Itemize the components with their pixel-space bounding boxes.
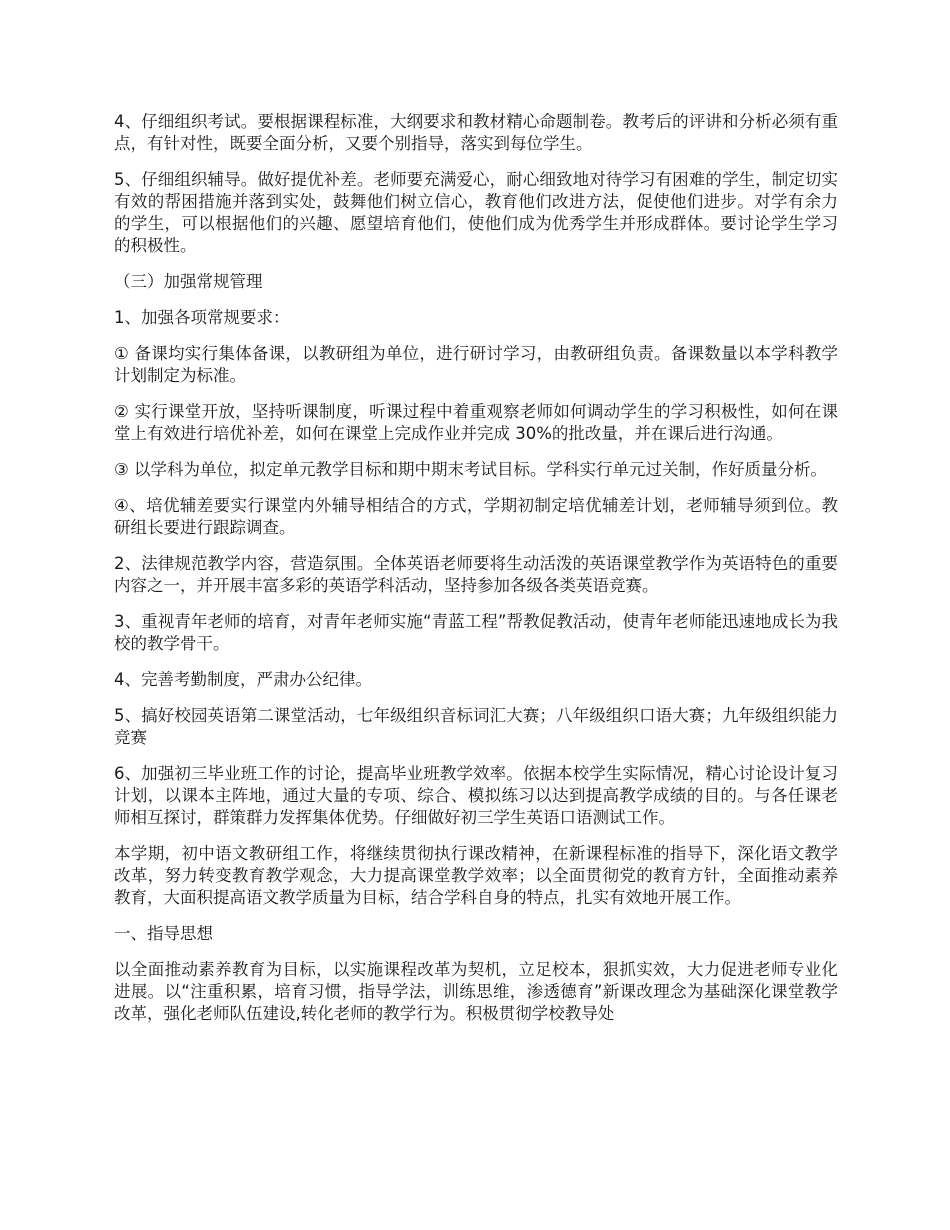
paragraph-second-classroom: 5、搞好校园英语第二课堂活动，七年级组织音标词汇大赛；八年级组织口语大赛；九年级组织能力竞赛 (114, 706, 838, 747)
paragraph-attendance: 4、完善考勤制度，严肃办公纪律。 (114, 670, 372, 689)
paragraph-semester-intro: 本学期，初中语文教研组工作，将继续贯彻执行课改精神，在新课程标准的指导下，深化语文教学改革，努力转变教育教学观念，大力提高课堂教学效率；以全面贯彻党的教育方针，全面推动素养教育，大面积提高语文教学质量为目标，结合学科自身的特点，扎实有效地开展工作。 (114, 844, 838, 907)
paragraph-tutoring: 5、仔细组织辅导。做好提优补差。老师要充满爱心，耐心细致地对待学习有困难的学生，制定切实有效的帮困措施并落到实处，鼓舞他们树立信心，教育他们改进方法，促使他们进步。对学有余力的学生，可以根据他们的兴趣、愿望培育他们，使他们成为优秀学生并形成群体。要讨论学生学习的积极性。 (114, 170, 838, 255)
paragraph-teaching-content: 2、法律规范教学内容，营造氛围。全体英语老师要将生动活泼的英语课堂教学作为英语特色的重要内容之一，并开展丰富多彩的英语学科活动，坚持参加各级各类英语竞赛。 (114, 554, 838, 595)
paragraph-exam: 4、仔细组织考试。要根据课程标准，大纲要求和教材精心命题制卷。教考后的评讲和分析必须有重点，有针对性，既要全面分析，又要个别指导，落实到每位学生。 (114, 112, 838, 153)
list-item-unit-goals: ③ 以学科为单位，拟定单元教学目标和期中期末考试目标。学科实行单元过关制，作好质量分析。 (114, 460, 828, 479)
section-heading-routine-management: （三）加强常规管理 (114, 272, 263, 291)
paragraph-graduating-class: 6、加强初三毕业班工作的讨论，提高毕业班教学效率。依据本校学生实际情况，精心讨论设计复习计划，以课本主阵地，通过大量的专项、综合、模拟练习以达到提高教学成绩的目的。与各任课老师相互探讨，群策群力发挥集体优势。仔细做好初三学生英语口语测试工作。 (114, 764, 838, 827)
paragraph-guiding-ideology: 以全面推动素养教育为目标，以实施课程改革为契机，立足校本，狠抓实效，大力促进老师专业化进展。以“注重积累，培育习惯，指导学法，训练思维，渗透德育”新课改理念为基础深化课堂教学改革，强化老师队伍建设,转化老师的教学行为。积极贯彻学校教导处 (114, 960, 838, 1023)
document-body (114, 111, 838, 1039)
section-heading-guiding-ideology: 一、指导思想 (114, 924, 213, 943)
paragraph-young-teachers: 3、重视青年老师的培育，对青年老师实施“青蓝工程”帮教促教活动，使青年老师能迅速地成长为我校的教学骨干。 (114, 612, 838, 653)
list-item-lesson-prep: ① 备课均实行集体备课，以教研组为单位，进行研讨学习，由教研组负责。备课数量以本学科教学计划制定为标准。 (114, 344, 838, 385)
list-item-tutoring-plan: ④、培优辅差要实行课堂内外辅导相结合的方式，学期初制定培优辅差计划，老师辅导须到位。教研组长要进行跟踪调查。 (114, 496, 838, 537)
list-item-open-classroom: ② 实行课堂开放，坚持听课制度，听课过程中着重观察老师如何调动学生的学习积极性，如何在课堂上有效进行培优补差，如何在课堂上完成作业并完成 30%的批改量，并在课后进行沟通。 (114, 402, 838, 443)
paragraph-routine-requirements: 1、加强各项常规要求： (114, 308, 290, 327)
